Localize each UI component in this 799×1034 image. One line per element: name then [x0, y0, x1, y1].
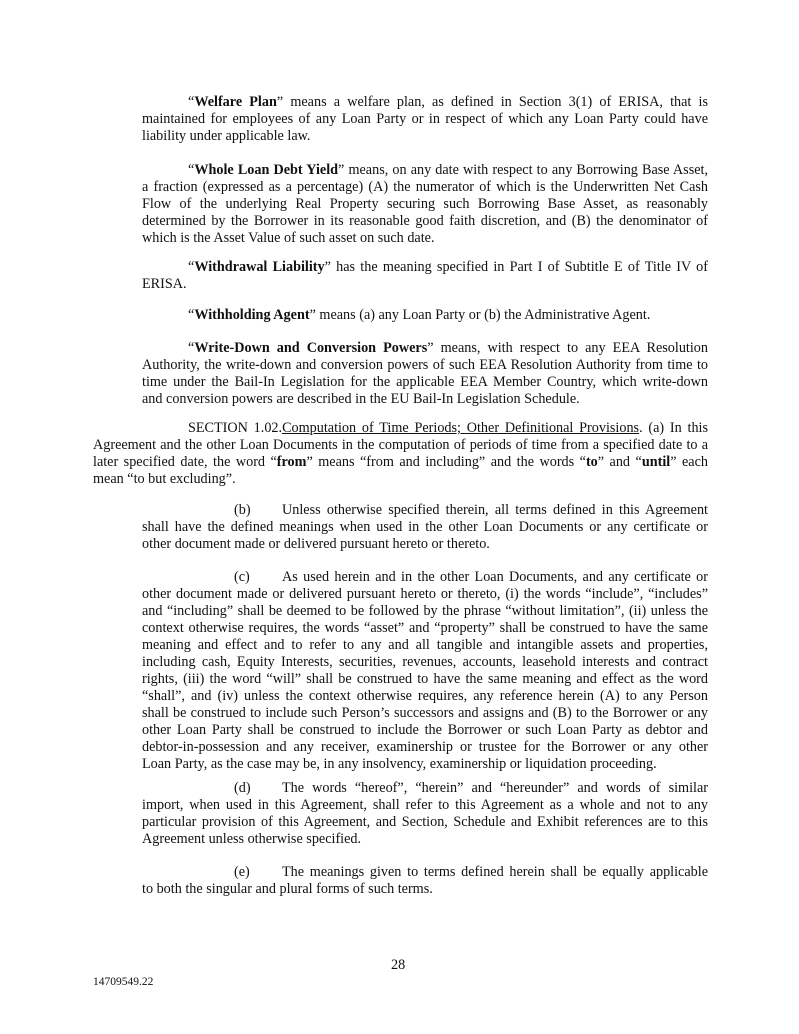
defined-term: Welfare Plan	[194, 94, 277, 110]
subsection-label: (b)	[234, 502, 251, 518]
defined-term: Withholding Agent	[194, 307, 310, 323]
subsection-d: (d) The words “hereof”, “herein” and “hereunder” and words of similar import, when used in this Agreement, shall refer to this Agreement as a whole and not to any particular provision of this Agreement, and Section, Schedule and Exhibit references are to this Agreement unless otherwise specified.	[142, 780, 708, 847]
defined-term: Withdrawal Liability	[194, 259, 325, 275]
subsection-e: (e) The meanings given to terms defined herein shall be equally applicable to both the singular and plural forms of such terms.	[142, 864, 708, 897]
definition-whole-loan-debt-yield: “Whole Loan Debt Yield” means, on any date with respect to any Borrowing Base Asset, a fraction (expressed as a percentage) (A) the numerator of which is the Underwritten Net Cash Flow of the underlying Real Property securing such Borrowing Base Asset, as reasonably determined by the Borrower in its reasonable good faith discretion, and (B) the denominator of which is the Asset Value of such asset on such date.	[142, 162, 709, 246]
document-id: 14709549.22	[93, 976, 154, 988]
definition-write-down-and-conversion-powers: “Write-Down and Conversion Powers” means, with respect to any EEA Resolution Authority, the write-down and conversion powers of such EEA Resolution Authority from time to time under the Bail-In Legislation for the applicable EEA Member Country, which write-down and conversion powers are described in the EU Bail-In Legislation Schedule.	[142, 340, 708, 407]
page-number: 28	[391, 957, 406, 973]
definition-welfare-plan: “Welfare Plan” means a welfare plan, as defined in Section 3(1) of ERISA, that is maintained for employees of any Loan Party or in respect of which any Loan Party could have liability under applicable law.	[142, 94, 708, 144]
section-1-02: SECTION 1.02.Computation of Time Periods; Other Definitional Provisions. (a) In this Agreement and the other Loan Documents in the computation of periods of time from a specified date to a later specified date, the word “from” means “from and including” and the words “to” and “until” each mean “to but excluding”.	[93, 420, 709, 487]
section-number: SECTION 1.02.	[188, 420, 283, 436]
subsection-label: (c)	[234, 569, 250, 585]
definition-withdrawal-liability: “Withdrawal Liability” has the meaning specified in Part I of Subtitle E of Title IV of ERISA.	[142, 259, 708, 292]
subsection-b: (b) Unless otherwise specified therein, all terms defined in this Agreement shall have the defined meanings when used in the other Loan Documents or any certificate or other document made or delivered pursuant hereto or thereto.	[142, 502, 708, 552]
defined-term: Whole Loan Debt Yield	[194, 162, 339, 178]
subsection-label: (d)	[234, 780, 251, 796]
section-title: Computation of Time Periods; Other Definitional Provisions	[282, 420, 640, 436]
defined-term: Write-Down and Conversion Powers	[194, 340, 428, 356]
subsection-label: (e)	[234, 864, 250, 880]
subsection-c: (c) As used herein and in the other Loan Documents, and any certificate or other document made or delivered pursuant hereto or thereto, (i) the words “include”, “includes” and “including” shall be deemed to be followed by the phrase “without limitation”, (ii) unless the context otherwise requires, the words “asset” and “property” shall be construed to have the same meaning and effect and to refer to any and all tangible and intangible assets and properties, including cash, Equity Interests, securities, revenues, accounts, leasehold interests and contract rights, (iii) the word “will” shall be construed to have the same meaning and effect as the word “shall”, and (iv) unless the context otherwise requires, any reference herein (A) to any Person shall be construed to include such Person’s successors and assigns and (B) to the Borrower or any other Loan Party shall be construed to include the Borrower or such Loan Party as debtor and debtor-in-possession and any receiver, examinership or trustee for the Borrower or any other Loan Party, as the case may be, in any insolvency, examinership or liquidation proceeding.	[142, 569, 708, 772]
definition-withholding-agent: “Withholding Agent” means (a) any Loan Party or (b) the Administrative Agent.	[188, 307, 651, 323]
